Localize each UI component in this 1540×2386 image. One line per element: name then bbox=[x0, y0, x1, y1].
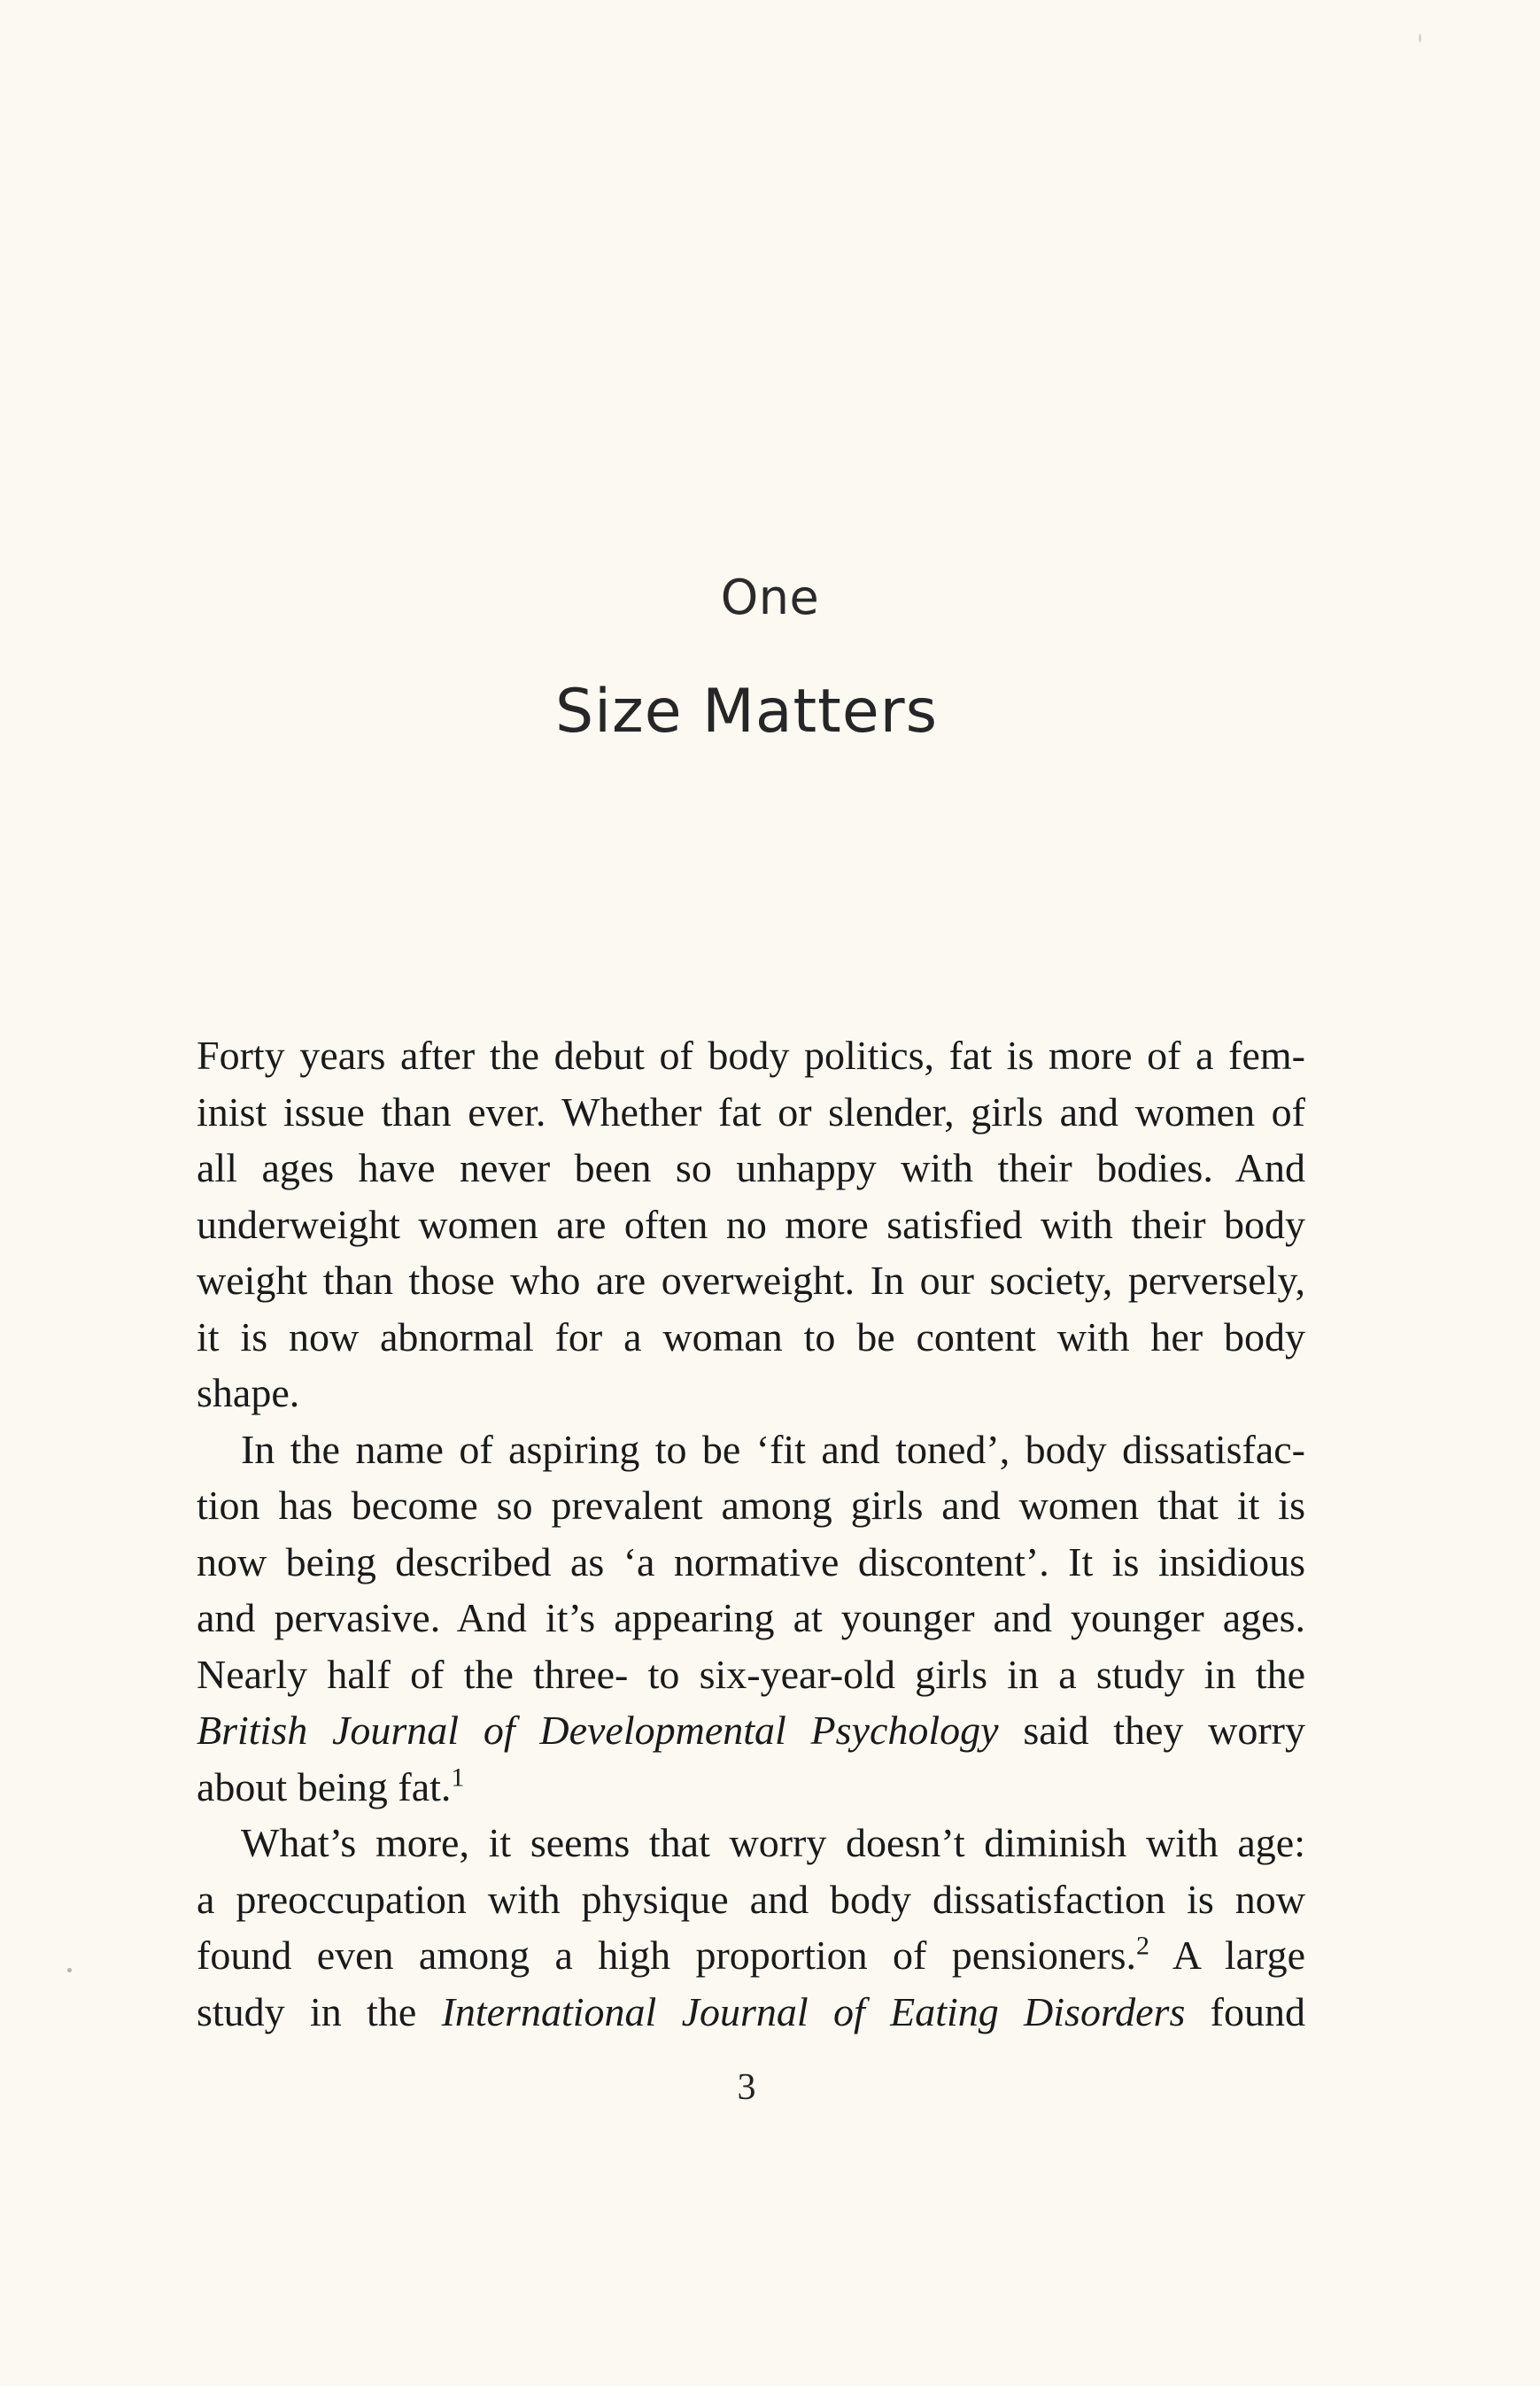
page-number: 3 bbox=[737, 2067, 756, 2108]
text-line: Nearly half of the three- to six-year-old girls in a study in the bbox=[197, 1651, 1305, 1697]
text-line: a preoccupation with physique and body dissatisfaction is now bbox=[197, 1876, 1305, 1922]
text-line-with-footnote: found even among a high proportion of pensioners.$^2$ A large bbox=[197, 1931, 1305, 1978]
text-line: shape. bbox=[197, 1370, 300, 1415]
text-line-with-citation: British Journal of Developmental Psychology said they worry bbox=[197, 1708, 1305, 1753]
text-line-with-footnote: about being fat.$^1$ bbox=[197, 1762, 465, 1809]
text-line: all ages have never been so unhappy with their bodies. And bbox=[197, 1145, 1305, 1190]
journal-title: British Journal of Developmental Psychology bbox=[197, 1708, 999, 1753]
chapter-number: One bbox=[720, 569, 820, 625]
chapter-title: Size Matters bbox=[554, 677, 939, 747]
text-line: inist issue than ever. Whether fat or slender, girls and women of bbox=[197, 1088, 1305, 1135]
text-line: it is now abnormal for a woman to be content with her body bbox=[197, 1313, 1305, 1360]
text-line: underweight women are often no more satisfied with their body bbox=[197, 1201, 1305, 1247]
footnote-marker: 1 bbox=[451, 1762, 465, 1793]
text-line: In the name of aspiring to be ‘fit and toned’, body dissatisfac- bbox=[241, 1426, 1305, 1472]
text-line-with-citation: study in the International Journal of Eating Disorders found bbox=[197, 1988, 1305, 2034]
text-line: weight than those who are overweight. In our society, perversely, bbox=[197, 1258, 1305, 1303]
journal-title: International Journal of Eating Disorders bbox=[441, 1988, 1186, 2034]
text-line: tion has become so prevalent among girls and women that it is bbox=[197, 1483, 1305, 1528]
footnote-marker: 2 bbox=[1135, 1931, 1149, 1961]
scan-speck bbox=[1419, 34, 1421, 43]
text-line: now being described as ‘a normative discontent’. It is insidious bbox=[197, 1538, 1305, 1584]
body-text bbox=[197, 1027, 1305, 2040]
scan-speck bbox=[67, 1968, 72, 1972]
text-line: Forty years after the debut of body politics, fat is more of a fem- bbox=[197, 1033, 1305, 1078]
text-line: What’s more, it seems that worry doesn’t diminish with age: bbox=[241, 1820, 1305, 1865]
text-line: and pervasive. And it’s appearing at younger and younger ages. bbox=[197, 1595, 1305, 1640]
